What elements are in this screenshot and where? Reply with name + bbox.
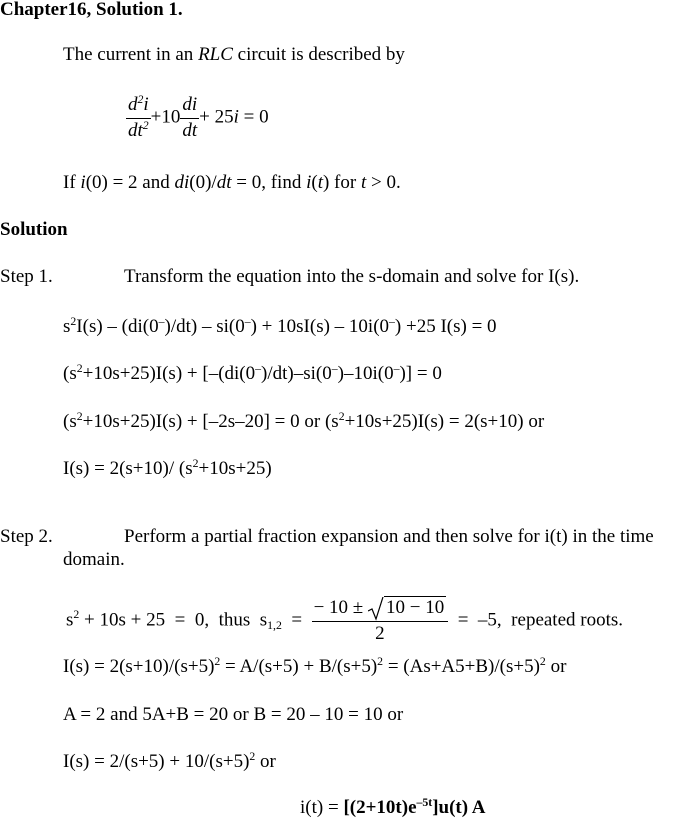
step1-equation-1	[63, 316, 497, 339]
quadratic-fraction	[312, 596, 449, 646]
eq-part: +10s+25)I(s) + [–(di(0	[82, 363, 256, 384]
cond-text: > 0.	[366, 172, 401, 193]
eq-part: )/dt) – si(0	[164, 316, 245, 337]
eq-part: ) +25 I(s) = 0	[394, 316, 497, 337]
eq-part: +10s+25)	[198, 458, 272, 479]
eq-exp: 2	[214, 654, 221, 668]
differential-equation	[126, 94, 269, 143]
problem-text: The current in an	[63, 44, 199, 65]
eq-exp: –	[244, 314, 251, 328]
eq-part: )/dt)–si(0	[261, 363, 332, 384]
eq-part: )] = 0	[399, 363, 442, 384]
eq-i2: i	[233, 106, 239, 128]
cond-di: di	[174, 172, 190, 193]
step2-equation-3	[63, 751, 276, 774]
step1-text: Transform the equation into the s-domain and solve for I(s).	[124, 266, 580, 287]
eq-part: +10s+25)I(s) + [–2s–20] = 0 or (s	[82, 411, 339, 432]
eq-exp: 2	[338, 409, 345, 423]
cond-text: ) for	[322, 172, 361, 193]
eq-di: di	[180, 94, 199, 119]
eq-part: = A/(s+5) + B/(s+5)	[220, 656, 378, 677]
initial-conditions	[63, 172, 401, 195]
problem-rlc: RLC	[198, 44, 233, 65]
eq-part: = –5, repeated roots.	[448, 609, 624, 631]
cond-t: t	[360, 172, 367, 193]
eq-i: i	[143, 94, 149, 115]
cond-t: t	[317, 172, 323, 193]
eq-part: (s	[63, 363, 77, 384]
solution-heading: Solution	[0, 219, 68, 240]
step2-text: Perform a partial fraction expansion and then solve for i(t) in the time	[124, 526, 654, 547]
cond-text: (0) = 2 and	[85, 172, 175, 193]
radical-icon	[368, 597, 385, 621]
cond-i: i	[306, 172, 312, 193]
eq-part: + 10s + 25 = 0, thus s	[79, 609, 268, 631]
step2-equation-1	[63, 656, 566, 679]
eq-exp: 2	[192, 456, 199, 470]
answer-part: ]u(t) A	[432, 797, 486, 818]
eq-exp: 2	[76, 361, 83, 375]
final-answer	[300, 797, 486, 820]
step2-label: Step 2.	[0, 526, 53, 547]
eq-part: − 10 ±	[313, 597, 368, 618]
step2-equation-2: A = 2 and 5A+B = 20 or B = 20 – 10 = 10 or	[63, 704, 404, 725]
eq-exp: 2	[377, 654, 384, 668]
eq-part: s	[63, 316, 71, 337]
cond-dt: dt	[216, 172, 232, 193]
eq-part: (s	[63, 411, 77, 432]
step1-equation-4	[63, 458, 272, 481]
second-derivative-fraction	[126, 94, 151, 143]
eq-part: or	[545, 656, 567, 677]
eq-part: =	[281, 609, 312, 631]
eq-dt: dt	[128, 119, 143, 141]
sqrt-symbol	[368, 596, 446, 620]
eq-exp: 2	[73, 607, 80, 621]
eq-exp: –	[393, 361, 400, 375]
cond-text: (	[311, 172, 318, 193]
step1-label: Step 1.	[0, 266, 53, 287]
eq-dt2: dt	[182, 119, 198, 141]
eq-part: I(s) = 2(s+10)/(s+5)	[63, 656, 215, 677]
cond-i: i	[80, 172, 86, 193]
eq-radicand: 10 − 10	[386, 597, 445, 618]
eq-exp: –	[331, 361, 338, 375]
step1-equation-3	[63, 411, 544, 434]
page-title: Chapter16, Solution 1.	[0, 0, 183, 20]
cond-text: = 0, find	[231, 172, 307, 193]
eq-dt-exp: 2	[142, 118, 149, 132]
eq-exp: –	[158, 314, 165, 328]
eq-sub: 1,2	[267, 618, 282, 632]
step2-text-continued: domain.	[63, 549, 125, 570]
eq-exp: 2	[76, 409, 83, 423]
eq-part: I(s) = 2/(s+5) + 10/(s+5)	[63, 751, 250, 772]
problem-statement	[63, 44, 405, 67]
eq-exp: 2	[137, 92, 144, 106]
eq-part: s	[66, 609, 74, 631]
cond-text: (0)/	[189, 172, 217, 193]
eq-exp: 2	[249, 749, 256, 763]
answer-part: [(2+10t)e	[343, 797, 417, 818]
eq-plus25: + 25	[199, 106, 234, 128]
first-derivative-fraction	[180, 94, 199, 143]
eq-part: +10s+25)I(s) = 2(s+10) or	[344, 411, 545, 432]
eq-part: )–10i(0	[337, 363, 394, 384]
eq-part: ) + 10sI(s) – 10i(0	[250, 316, 390, 337]
eq-plus10: +10	[150, 106, 181, 128]
eq-part: I(s) = 2(s+10)/ (s	[63, 458, 193, 479]
eq-exp: –	[255, 361, 262, 375]
eq-zero: = 0	[238, 106, 269, 128]
eq-d: d	[128, 94, 138, 115]
eq-denominator: 2	[375, 622, 385, 644]
eq-exp: 2	[539, 654, 546, 668]
cond-text: If	[63, 172, 81, 193]
eq-part: = (As+A5+B)/(s+5)	[383, 656, 540, 677]
eq-part: i(t) =	[300, 797, 344, 818]
eq-part: or	[255, 751, 276, 772]
eq-part: I(s) – (di(0	[76, 316, 159, 337]
answer-exp: –5t	[416, 795, 433, 809]
eq-exp: –	[389, 314, 395, 328]
eq-exp: 2	[70, 314, 77, 328]
problem-text-end: circuit is described by	[232, 44, 405, 65]
step1-equation-2	[63, 363, 442, 386]
roots-equation	[66, 596, 623, 646]
